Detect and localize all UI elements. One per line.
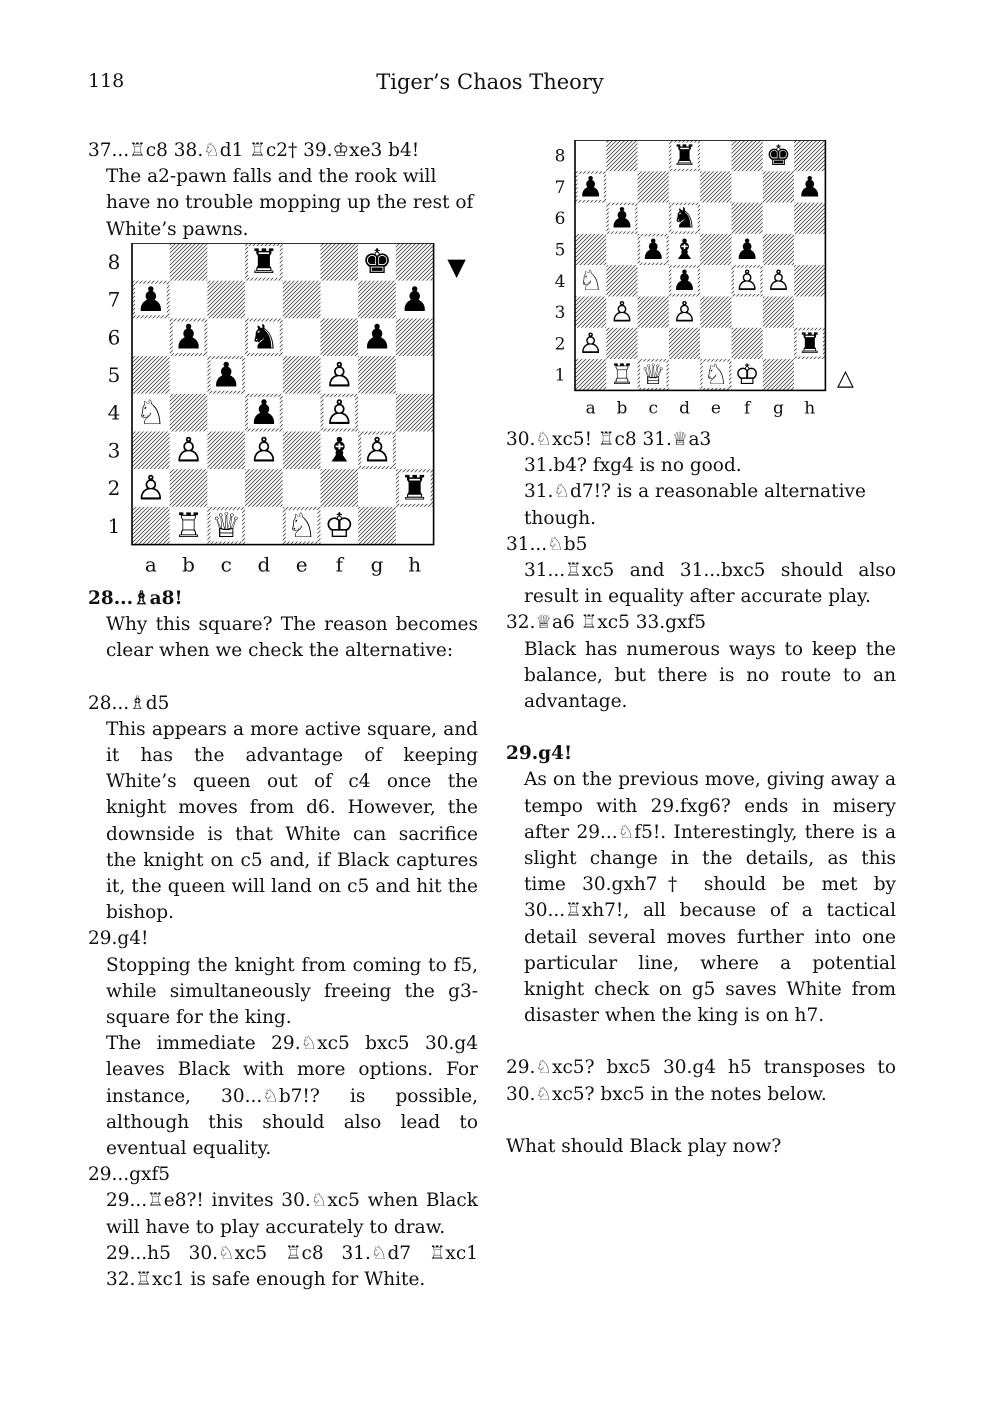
- board-square-a5: [575, 234, 606, 265]
- black-rook-h2: ♜: [399, 469, 430, 509]
- board-square-b2: [606, 328, 637, 359]
- chess-board-svg: [549, 140, 869, 424]
- paragraph-gap: [506, 1108, 896, 1134]
- board-square-f8: [321, 243, 359, 281]
- left-column-text-bottom: [88, 586, 478, 1293]
- board-square-b4: [606, 265, 637, 296]
- white-pawn-b3: ♙: [173, 431, 204, 471]
- board-square-g5: [358, 356, 396, 394]
- paragraph-gap: [506, 715, 896, 741]
- board-square-b4: [170, 394, 208, 432]
- paragraph: 29.♘xc5? bxc5 30.g4 h5 transposes to 30.♘xc5? bxc5 in the notes below.: [506, 1057, 896, 1105]
- board-square-c3: [207, 432, 245, 470]
- move-heading: 29.g4!: [506, 743, 573, 765]
- paragraph: 29.g4!: [88, 928, 149, 950]
- file-label: b: [616, 398, 628, 419]
- board-square-g4: [358, 394, 396, 432]
- file-label: h: [408, 552, 422, 577]
- board-square-a3: [575, 297, 606, 328]
- board-square-f6: [321, 318, 359, 356]
- board-square-a3: [132, 432, 170, 470]
- board-square-f7: [732, 171, 763, 202]
- white-pawn-d3: ♙: [671, 295, 698, 329]
- paragraph: Why this square? The reason becomes clear when we check the alternative:: [106, 614, 478, 662]
- board-square-g7: [763, 171, 794, 202]
- chess-board-svg: [100, 243, 480, 583]
- board-square-b5: [606, 234, 637, 265]
- board-square-h6: [396, 318, 434, 356]
- board-square-e8: [283, 243, 321, 281]
- file-label: a: [585, 398, 596, 419]
- paragraph: Stopping the knight from coming to f5, while simultaneously freeing the g3-square for the king.: [106, 954, 478, 1029]
- board-square-g2: [763, 328, 794, 359]
- board-square-d1: [669, 359, 700, 390]
- board-square-b7: [606, 171, 637, 202]
- board-square-c6: [207, 318, 245, 356]
- white-pawn-f4: ♙: [324, 393, 355, 433]
- paragraph: 29...gxf5: [88, 1164, 171, 1186]
- paragraph: What should Black play now?: [506, 1135, 782, 1157]
- board-square-e7: [700, 171, 731, 202]
- right-column-text: [506, 427, 896, 1160]
- board-square-b5: [170, 356, 208, 394]
- side-to-move-indicator: ▼: [447, 253, 466, 281]
- white-pawn-g3: ♙: [361, 431, 393, 471]
- board-square-e6: [283, 318, 321, 356]
- paragraph: As on the previous move, giving away a tempo with 29.fxg6? ends in misery after 29...♘f5!. Interestingly, there is a slight change in the details, as this time 30.gxh7† should be met by 30...♖xh7!, all because of a tactical detail several moves further into one particular line, where a potential knight check on g5 saves White from disaster when the king is on h7.: [524, 769, 896, 1027]
- board-square-h6: [794, 203, 825, 234]
- rank-label: 5: [554, 240, 566, 261]
- black-knight-d6: ♞: [248, 318, 280, 358]
- white-rook-b1: ♖: [173, 507, 204, 547]
- board-square-a6: [132, 318, 170, 356]
- board-square-f7: [321, 281, 359, 319]
- board-square-b8: [170, 243, 208, 281]
- paragraph: 28...♗d5: [88, 692, 170, 714]
- board-square-h3: [794, 297, 825, 328]
- rank-label: 1: [107, 513, 121, 538]
- board-square-a8: [575, 140, 606, 171]
- rank-label: 8: [554, 146, 566, 167]
- board-square-e4: [283, 394, 321, 432]
- left-column: [88, 138, 478, 1291]
- board-square-g5: [763, 234, 794, 265]
- file-label: d: [257, 552, 271, 577]
- board-square-e6: [700, 203, 731, 234]
- paragraph: 30.♘xc5! ♖c8 31.♕a3: [506, 429, 712, 450]
- file-label: c: [220, 552, 232, 577]
- rank-label: 7: [107, 287, 121, 312]
- chess-diagram-left: [100, 243, 480, 583]
- board-square-d2: [669, 328, 700, 359]
- white-pawn-a2: ♙: [135, 469, 167, 509]
- board-square-h5: [794, 234, 825, 265]
- rank-label: 6: [107, 325, 121, 350]
- left-column-text-top: [88, 138, 478, 243]
- board-square-a8: [132, 243, 170, 281]
- white-queen-c1: ♕: [211, 507, 242, 547]
- running-head: Tiger’s Chaos Theory: [376, 70, 604, 94]
- paragraph-gap: [88, 665, 478, 691]
- rank-label: 1: [554, 365, 566, 386]
- board-square-a5: [132, 356, 170, 394]
- white-pawn-f4: ♙: [734, 264, 760, 298]
- board-square-d5: [245, 356, 283, 394]
- white-king-f1: ♔: [734, 358, 760, 392]
- black-pawn-f5: ♟: [734, 232, 760, 266]
- board-square-g1: [763, 359, 794, 390]
- rank-label: 2: [107, 476, 121, 501]
- board-square-c7: [638, 171, 669, 202]
- board-square-f2: [732, 328, 763, 359]
- paragraph: 29...♖e8?! invites 30.♘xc5 when Black will have to play accurately to draw.: [106, 1190, 478, 1238]
- board-square-h3: [396, 432, 434, 470]
- paragraph: 31.♘d7!? is a reasonable alternative though.: [524, 481, 866, 529]
- white-queen-c1: ♕: [640, 358, 666, 392]
- paragraph: Black has numerous ways to keep the balance, but there is no route to an advantage.: [524, 638, 896, 713]
- board-square-a1: [575, 359, 606, 390]
- black-pawn-d4: ♟: [248, 393, 280, 433]
- rank-label: 2: [554, 334, 566, 355]
- paragraph: 37...♖c8 38.♘d1 ♖c2† 39.♔xe3 b4!: [88, 140, 420, 161]
- white-pawn-f5: ♙: [324, 356, 355, 396]
- paragraph: 29...h5 30.♘xc5 ♖c8 31.♘d7 ♖xc1 32.♖xc1 is safe enough for White.: [106, 1242, 478, 1291]
- paragraph: This appears a more active square, and it has the advantage of keeping White’s queen out of c4 once the knight moves from d6. However, the downside is that White can sacrifice the knight on c5 and, if Black captures it, the queen will land on c5 and hit the bishop.: [106, 718, 478, 924]
- black-bishop-f3: ♝: [324, 431, 355, 471]
- board-square-b2: [170, 469, 208, 507]
- black-pawn-c5: ♟: [211, 356, 242, 396]
- board-square-g7: [358, 281, 396, 319]
- chess-diagram-right: [549, 140, 869, 424]
- file-label: h: [804, 398, 816, 419]
- rank-label: 5: [107, 362, 121, 387]
- file-label: d: [679, 398, 690, 419]
- board-square-d1: [245, 507, 283, 545]
- file-label: f: [744, 398, 751, 419]
- board-square-g1: [358, 507, 396, 545]
- board-square-g3: [763, 297, 794, 328]
- board-square-e5: [700, 234, 731, 265]
- black-king-g8: ♚: [361, 243, 393, 283]
- board-square-d7: [669, 171, 700, 202]
- paragraph-gap: [506, 1029, 896, 1055]
- board-square-e2: [283, 469, 321, 507]
- black-pawn-a7: ♟: [578, 170, 604, 204]
- rank-label: 8: [107, 249, 121, 274]
- board-square-h1: [396, 507, 434, 545]
- board-square-h4: [396, 394, 434, 432]
- rank-label: 4: [554, 271, 566, 292]
- board-square-g6: [763, 203, 794, 234]
- black-pawn-d4: ♟: [671, 264, 698, 298]
- black-king-g8: ♚: [765, 140, 792, 173]
- board-square-c6: [638, 203, 669, 234]
- move-heading: 28...♗a8!: [88, 588, 183, 609]
- black-knight-d6: ♞: [671, 201, 698, 235]
- paragraph: 31...♘b5: [506, 533, 588, 555]
- white-pawn-d3: ♙: [248, 431, 280, 471]
- side-to-move-indicator: △: [836, 366, 854, 391]
- file-label: a: [144, 552, 157, 577]
- black-bishop-d5: ♝: [671, 232, 698, 266]
- black-pawn-c5: ♟: [640, 232, 666, 266]
- black-rook-d8: ♜: [671, 140, 698, 173]
- white-knight-e1: ♘: [286, 507, 317, 547]
- black-pawn-h7: ♟: [797, 170, 823, 204]
- board-square-f2: [321, 469, 359, 507]
- rank-label: 7: [554, 177, 566, 198]
- paragraph: The a2-pawn falls and the rook will have no trouble mopping up the rest of White’s pawns.: [106, 166, 474, 240]
- board-square-a1: [132, 507, 170, 545]
- rank-label: 4: [107, 400, 121, 425]
- board-square-e7: [283, 281, 321, 319]
- file-label: f: [335, 552, 344, 577]
- board-square-b8: [606, 140, 637, 171]
- board-square-c2: [638, 328, 669, 359]
- board-square-h5: [396, 356, 434, 394]
- rank-label: 6: [554, 209, 566, 230]
- board-square-b7: [170, 281, 208, 319]
- file-label: b: [182, 552, 195, 577]
- board-square-f8: [732, 140, 763, 171]
- white-pawn-a2: ♙: [578, 326, 604, 360]
- board-square-c7: [207, 281, 245, 319]
- file-label: e: [295, 552, 308, 577]
- board-square-e8: [700, 140, 731, 171]
- board-square-e5: [283, 356, 321, 394]
- board-square-a6: [575, 203, 606, 234]
- board-square-e3: [700, 297, 731, 328]
- rank-label: 3: [554, 303, 566, 324]
- board-square-f3: [732, 297, 763, 328]
- board-square-h4: [794, 265, 825, 296]
- board-square-f6: [732, 203, 763, 234]
- white-knight-a4: ♘: [135, 393, 167, 433]
- white-knight-a4: ♘: [578, 264, 604, 298]
- black-pawn-b6: ♟: [609, 201, 635, 235]
- rank-label: 3: [107, 438, 121, 463]
- board-square-e2: [700, 328, 731, 359]
- page-number: 118: [88, 70, 125, 92]
- file-label: g: [370, 552, 384, 577]
- board-square-c8: [207, 243, 245, 281]
- white-king-f1: ♔: [324, 507, 355, 547]
- board-square-g2: [358, 469, 396, 507]
- board-square-c2: [207, 469, 245, 507]
- file-label: e: [710, 398, 721, 419]
- board-square-c4: [207, 394, 245, 432]
- board-square-h1: [794, 359, 825, 390]
- black-rook-d8: ♜: [248, 243, 280, 283]
- paragraph: 31...♖xc5 and 31...bxc5 should also result in equality after accurate play.: [524, 560, 896, 608]
- white-knight-e1: ♘: [703, 358, 729, 392]
- black-pawn-a7: ♟: [135, 280, 167, 320]
- white-rook-b1: ♖: [609, 358, 635, 392]
- paragraph: 31.b4? fxg4 is no good.: [524, 455, 742, 477]
- board-square-d7: [245, 281, 283, 319]
- black-pawn-b6: ♟: [173, 318, 204, 358]
- black-pawn-h7: ♟: [399, 280, 430, 320]
- board-square-c4: [638, 265, 669, 296]
- board-square-d2: [245, 469, 283, 507]
- board-square-c8: [638, 140, 669, 171]
- board-square-c3: [638, 297, 669, 328]
- board-square-h8: [396, 243, 434, 281]
- white-pawn-g4: ♙: [765, 264, 792, 298]
- paragraph: The immediate 29.♘xc5 bxc5 30.g4 leaves Black with more options. For instance, 30...♘b7!? is possible, although this should also lead to eventual equality.: [106, 1033, 478, 1160]
- black-pawn-g6: ♟: [361, 318, 393, 358]
- file-label: c: [648, 398, 659, 419]
- white-pawn-b3: ♙: [609, 295, 635, 329]
- board-square-e3: [283, 432, 321, 470]
- file-label: g: [773, 398, 784, 419]
- board-square-e4: [700, 265, 731, 296]
- paragraph: 32.♕a6 ♖xc5 33.gxf5: [506, 612, 707, 634]
- board-square-h8: [794, 140, 825, 171]
- black-rook-h2: ♜: [797, 326, 823, 360]
